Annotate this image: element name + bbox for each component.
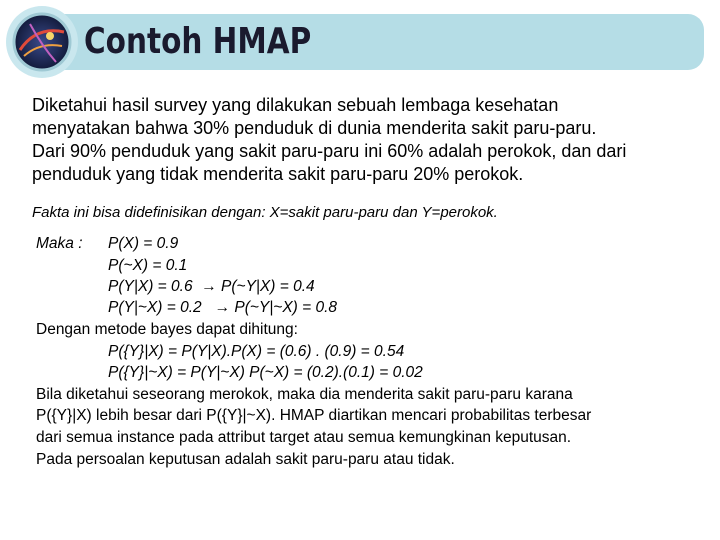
intro-line: penduduk yang tidak menderita sakit paru-paru 20% perokok. [32, 164, 524, 184]
conclusion-line: dari semua instance pada attribut target atau semua kemungkinan keputusan. [36, 429, 572, 446]
metode-text: Dengan metode bayes dapat dihitung: [36, 321, 298, 338]
prob-row-yx [108, 277, 315, 297]
intro-line: Diketahui hasil survey yang dilakukan sebuah lembaga kesehatan [32, 95, 559, 115]
intro-paragraph [32, 94, 712, 186]
prob-row-ynx [108, 298, 337, 318]
intro-line: menyatakan bahwa 30% penduduk di dunia menderita sakit paru-paru. [32, 118, 597, 138]
conclusion-line: Pada persoalan keputusan adalah sakit paru-paru atau tidak. [36, 451, 455, 468]
page-title: Contoh HMAP [84, 21, 312, 62]
arrow-icon: → [214, 299, 231, 316]
conclusion-line: Bila diketahui seseorang merokok, maka dia menderita sakit paru-paru karana [36, 386, 573, 403]
conclusion-line: P({Y}|X) lebih besar dari P({Y}|~X). HMAP diartikan mencari probabilitas terbesar [36, 407, 592, 424]
prob-pnx: P(~X) = 0.1 [108, 257, 188, 274]
abstract-globe-logo-icon [6, 6, 78, 78]
prob-pynx: P(Y|~X) = 0.2 [108, 299, 202, 316]
intro-line: Dari 90% penduduk yang sakit paru-paru ini 60% adalah perokok, dan dari [32, 141, 627, 161]
fakta-definition: Fakta ini bisa didefinisikan dengan: X=sakit paru-paru dan Y=perokok. [32, 204, 498, 221]
maka-label: Maka : [36, 235, 83, 252]
prob-pnyx: P(~Y|X) = 0.4 [221, 278, 315, 295]
arrow-icon: → [201, 278, 217, 295]
prob-pnynx: P(~Y|~X) = 0.8 [234, 299, 338, 316]
prob-px: P(X) = 0.9 [108, 235, 179, 252]
prob-pyx: P(Y|X) = 0.6 [108, 278, 193, 295]
calc-1: P({Y}|X) = P(Y|X).P(X) = (0.6) . (0.9) = 0.54 [108, 343, 405, 360]
calc-2: P({Y}|~X) = P(Y|~X) P(~X) = (0.2).(0.1) = 0.02 [108, 364, 423, 381]
